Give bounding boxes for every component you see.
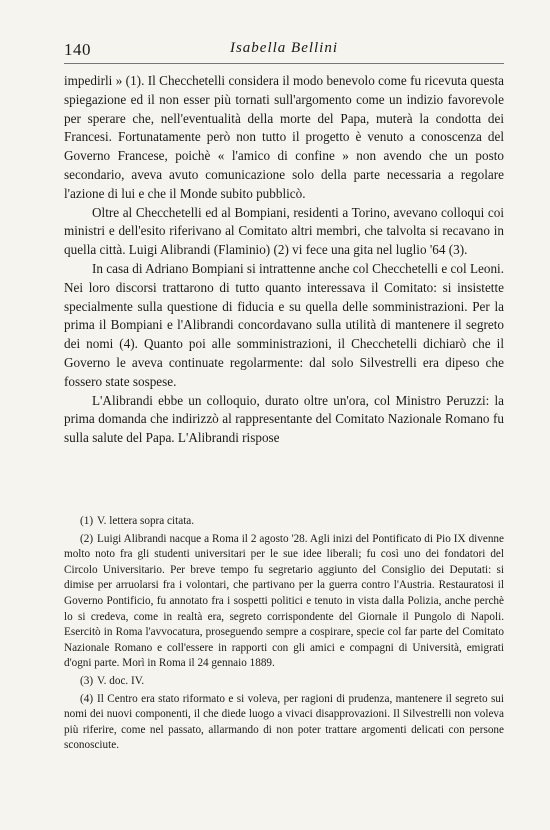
page-header [64,40,504,62]
paragraph: In casa di Adriano Bompiani si intrattenne anche col Checchetelli e col Leoni. Nei loro discorsi trattarono di tutto quanto interessava il Comitato: si insistette specialmente sulla questione di fiducia e su quella delle somministrazioni. Per la prima il Bompiani e l'Alibrandi concordavano sulla utilità di mantenere il segreto dei nomi (4). Quanto poi alle somministrazioni, il Checchetelli dichiarò che il Governo le aveva continuate regolarmente: dal solo Silvestrelli era dipeso che fossero state sospese. [64,260,504,389]
footnotes [64,514,504,756]
footnote-number: (1) [80,515,94,527]
running-head: Isabella Bellini [229,40,339,56]
footnote-number: (3) [80,674,94,687]
footnote-text: Il Centro era stato riformato e si voleva, per ragioni di prudenza, mantenere il segreto sui nomi dei nuovi componenti, il che diede luogo a vivaci disapprovazioni. Il Silvestrelli non voleva più riferire, come nel passato, allarmando di non poter trattare argomenti delicati con persone sconosciute. [64,692,504,752]
header-rule [64,63,504,64]
footnote-text: V. lettera sopra citata. [97,515,195,527]
footnote-text: V. doc. IV. [97,674,145,687]
footnote-text: Luigi Alibrandi nacque a Roma il 2 agosto '28. Agli inizi del Pontificato di Pio IX divenne molto noto fra gli studenti universitari per le sue idee liberali; fu così uno dei fondatori del Circolo Universitario. Per breve tempo fu segretario aggiunto del Consiglio dei Deputati: si dimise per arruolarsi fra i volontari, che partivano per la guerra contro l'Austria. Restauratosi il Governo Pontificio, fu annotato fra i sospetti politici e tenuto in vista dalla Polizia, anche perchè lo si credeva, come in realtà era, segreto corrispondente del Giornale il Pungolo di Napoli. Esercitò in Roma l'avvocatura, proseguendo sempre a cospirare, specie col far parte del Comitato Nazionale Romano e coll'essere in rapporti con gli amici e compagni di Università, emigrati d'ogni parte. Morì in Roma il 24 gennaio 1889. [64,532,504,670]
paragraph: Oltre al Checchetelli ed al Bompiani, residenti a Torino, avevano colloqui coi ministri e dell'esito riferivano al Comitato altri membri, che talvolta si recavano in quella città. Luigi Alibrandi (Flaminio) (2) vi fece una gita nel luglio '64 (3). [64,204,504,258]
footnote [64,692,504,754]
footnote [64,674,504,690]
page-number: 140 [64,40,91,59]
paragraph: impedirli » (1). Il Checchetelli considera il modo benevolo come fu ricevuta questa spiegazione ed il non esser più tornati sull'argomento come un indizio favorevole per sperare che, nell'eventualità della morte del Papa, muterà la condotta dei Francesi. Fortunatamente però non tutto il progetto è venuto a conoscenza del Governo Francese, poichè « l'amico di confine » non avendo che un posto secondario, aveva avuto comunicazione solo della parte necessaria a regolare l'azione di lui e che il Monde subito pubblicò. [64,73,504,201]
footnote-number: (2) [80,532,94,545]
footnote [64,514,504,530]
footnote-number: (4) [80,692,94,705]
main-text [64,72,504,448]
paragraph: L'Alibrandi ebbe un colloquio, durato oltre un'ora, col Ministro Peruzzi: la prima domanda che indirizzò al rappresentante del Comitato Nazionale Romano fu sulla salute del Papa. L'Alibrandi rispose [64,392,504,446]
footnote [64,532,504,672]
